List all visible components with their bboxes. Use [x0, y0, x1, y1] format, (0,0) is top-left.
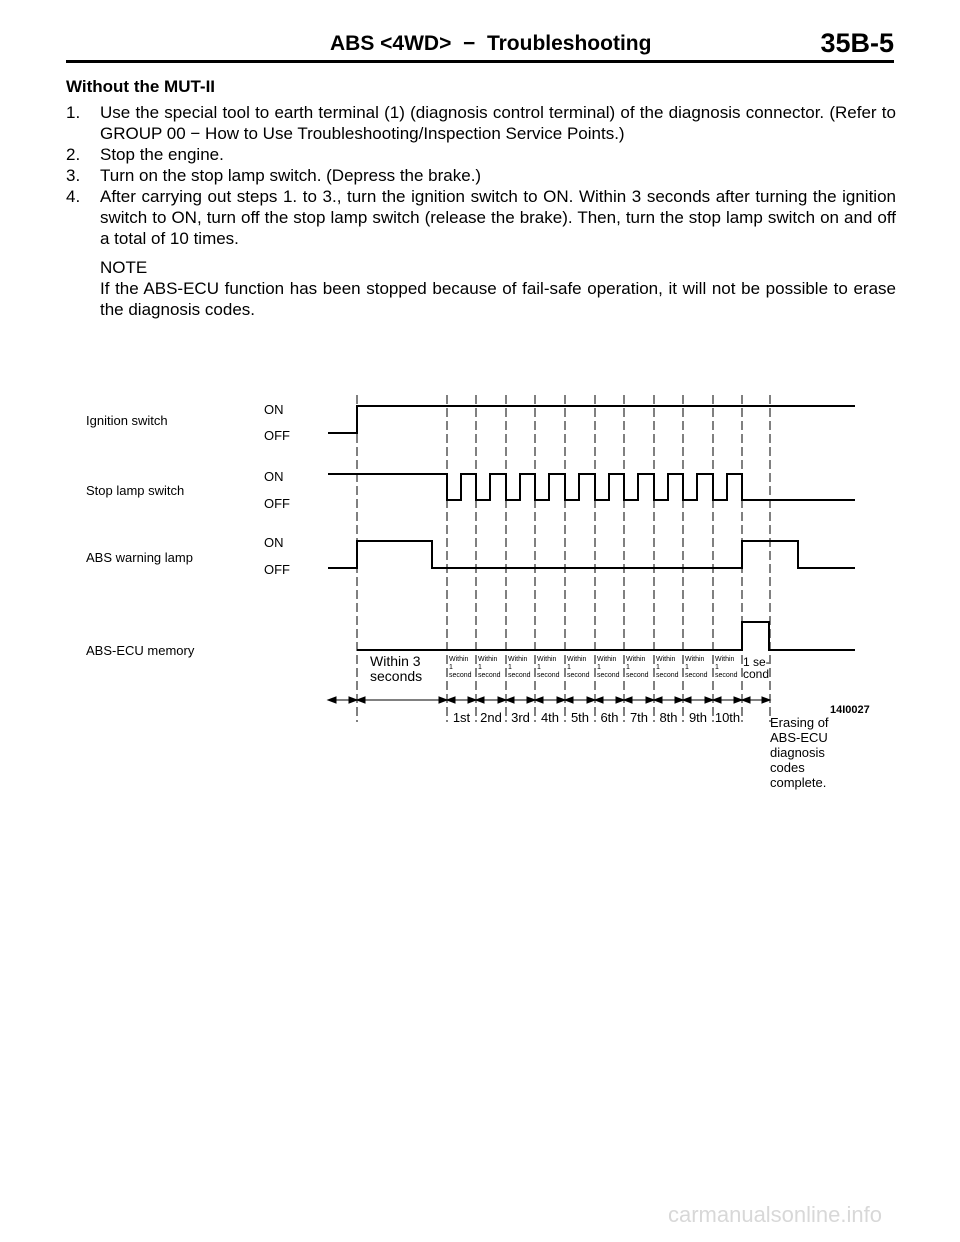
stop-on-label: ON: [264, 469, 284, 484]
step-number: 1.: [66, 103, 81, 122]
within-1-second-text: Within: [685, 656, 705, 663]
toggle-ordinals: [453, 710, 740, 725]
within-1-second-text: Within: [508, 656, 528, 663]
within-1-second-text: 1: [656, 664, 660, 671]
step-number: 3.: [66, 166, 81, 185]
ignition-off-label: OFF: [264, 428, 290, 443]
within-1-second-labels: [449, 656, 738, 679]
ordinal-label: 7th: [629, 710, 649, 725]
abs-ecu-memory-label: ABS-ECU memory: [86, 643, 195, 658]
ordinal-label: 9th: [688, 710, 708, 725]
ordinal-label: 2nd: [480, 710, 502, 725]
page-number: 35B-5: [820, 28, 894, 58]
within-1-second-text: Within: [597, 656, 617, 663]
arrow-head-left: [742, 697, 750, 703]
abs-warning-lamp-waveform: [328, 541, 855, 568]
warning-off-label: OFF: [264, 562, 290, 577]
within-1-second-text: second: [537, 672, 560, 679]
within-1-second-text: 1: [567, 664, 571, 671]
within-1-second-text: 1: [537, 664, 541, 671]
stop-off-label: OFF: [264, 496, 290, 511]
ordinal-label: 6th: [600, 710, 619, 725]
within-1-second-text: Within: [449, 656, 469, 663]
step-text: After carrying out steps 1. to 3., turn the ignition switch to ON. Within 3 seconds after turning the ignition switch to ON, turn off the stop lamp switch (release the brake). Then, turn the stop lamp switch on and off a total of 10 times.: [100, 187, 896, 248]
arrow-head-left: [506, 697, 514, 703]
step-text: Turn on the stop lamp switch. (Depress the brake.): [100, 166, 482, 185]
within-1-second-text: second: [478, 672, 501, 679]
within-1-second-text: Within: [715, 656, 735, 663]
erasing-line-2: ABS-ECU: [770, 730, 828, 745]
step-number: 4.: [66, 187, 81, 206]
within-3-seconds-line-2: seconds: [370, 668, 423, 684]
watermark: carmanualsonline.info: [667, 1202, 882, 1227]
step-text: Use the special tool to earth terminal (1) (diagnosis control terminal) of the diagnosis connector. (Refer to GROUP 00 − How to Use Troubleshooting/Inspection Service Points.): [100, 103, 896, 143]
ignition-on-label: ON: [264, 402, 284, 417]
stop-lamp-switch-waveform: [328, 474, 855, 500]
arrow-head-left: [624, 697, 632, 703]
note-text: If the ABS-ECU function has been stopped because of fail-safe operation, it will not be possible to erase the diagnosis codes.: [100, 279, 896, 319]
within-1-second-text: second: [567, 672, 590, 679]
arrow-head-right: [762, 697, 770, 703]
stop-lamp-switch-label: Stop lamp switch: [86, 483, 185, 498]
erasing-line-1: Erasing of: [770, 715, 829, 730]
within-3-seconds-line-1: Within 3: [370, 653, 421, 669]
section-title: Without the MUT-II: [66, 77, 216, 96]
step-number: 2.: [66, 145, 81, 164]
within-1-second-text: 1: [715, 664, 719, 671]
ordinal-label: 10th: [714, 710, 741, 725]
within-1-second-text: Within: [537, 656, 557, 663]
within-1-second-text: second: [597, 672, 620, 679]
arrow-head-left: [683, 697, 691, 703]
figure-id: 14I0027: [830, 704, 870, 716]
step-text: Stop the engine.: [100, 145, 224, 164]
ordinal-label: 3rd: [511, 710, 530, 725]
ordinal-label: 8th: [659, 710, 678, 725]
within-1-second-text: second: [715, 672, 738, 679]
within-1-second-text: 1: [449, 664, 453, 671]
interval-arrows: [328, 697, 770, 703]
within-1-second-text: second: [656, 672, 679, 679]
erasing-line-5: complete.: [770, 775, 827, 790]
erasing-complete-note: [770, 715, 829, 790]
erasing-line-3: diagnosis: [770, 745, 825, 760]
within-1-second-text: Within: [478, 656, 498, 663]
within-1-second-text: 1: [626, 664, 630, 671]
within-1-second-text: second: [685, 672, 708, 679]
within-1-second-text: second: [508, 672, 531, 679]
header-title: ABS <4WD> − Troubleshooting: [330, 32, 652, 55]
within-1-second-text: 1: [508, 664, 512, 671]
arrow-head-left: [713, 697, 721, 703]
one-second-line-1: 1 se-: [743, 655, 770, 669]
abs-warning-lamp-label: ABS warning lamp: [86, 550, 193, 565]
ignition-switch-label: Ignition switch: [86, 413, 168, 428]
arrow-head-left: [535, 697, 543, 703]
within-1-second-text: Within: [567, 656, 587, 663]
one-second-line-2: cond: [743, 667, 770, 681]
within-1-second-text: 1: [597, 664, 601, 671]
arrow-head-left: [595, 697, 603, 703]
within-1-second-text: Within: [626, 656, 646, 663]
abs-ecu-memory-waveform: [357, 622, 855, 650]
arrow-head-left: [654, 697, 662, 703]
signal-waveforms: [328, 406, 855, 650]
within-1-second-text: Within: [656, 656, 676, 663]
note-title: NOTE: [100, 258, 148, 277]
arrow-head-left: [565, 697, 573, 703]
within-1-second-text: 1: [478, 664, 482, 671]
ordinal-label: 1st: [452, 710, 471, 725]
within-1-second-text: second: [449, 672, 472, 679]
erasing-line-4: codes: [770, 760, 805, 775]
ignition-switch-waveform: [328, 406, 855, 433]
arrow-head-left: [328, 697, 336, 703]
ordinal-label: 5th: [570, 710, 590, 725]
arrow-head-left: [476, 697, 484, 703]
warning-on-label: ON: [264, 535, 284, 550]
within-1-second-text: second: [626, 672, 649, 679]
arrow-head-left: [447, 697, 455, 703]
within-1-second-text: 1: [685, 664, 689, 671]
arrow-head-left: [357, 697, 365, 703]
ordinal-label: 4th: [540, 710, 560, 725]
